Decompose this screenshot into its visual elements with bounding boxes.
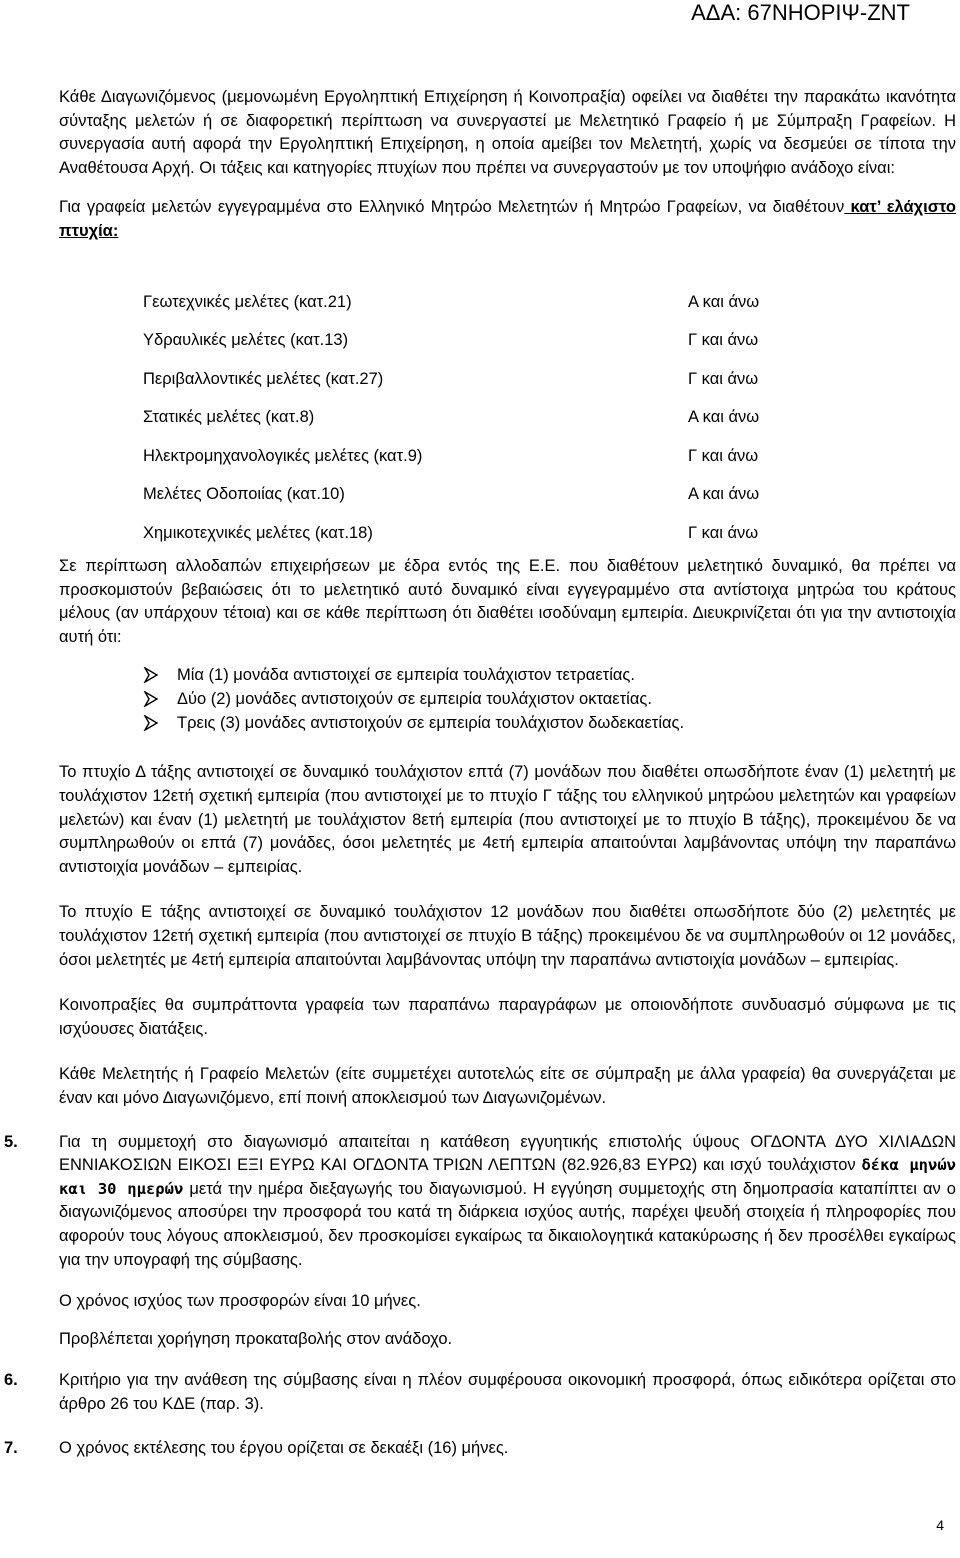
bullet-text: Μία (1) μονάδα αντιστοιχεί σε εμπειρία τουλάχιστον τετραετίας. [177,666,635,685]
degree-d-paragraph: Το πτυχίο Δ τάξης αντιστοιχεί σε δυναμικό τουλάχιστον επτά (7) μονάδων που διαθέτει οπωσδήποτε έναν (1) μελετητή με τουλάχιστον 12ετή σχετική εμπειρία (που αντιστοιχεί με το πτυχίο Γ τάξης του ελληνικού μητρώου μελετητών και γραφείων μελετών) και έναν (1) μελετητή με τουλάχιστον 8ετή εμπειρία (που αντιστοιχεί με το πτυχίο Β τάξης), προκειμένου δε να συμπληρωθούν οι επτά (7) μονάδες, όσοι μελετητές με 4ετή εμπειρία απαιτούνται λαμβάνοντας υπόψη την παραπάνω αντιστοιχία μονάδων – εμπειρίας. [59,763,956,876]
degree-class-row [143,482,883,521]
degree-class-label: Περιβαλλοντικές μελέτες (κατ.27) [143,369,384,388]
item-number: 6. [4,1371,18,1390]
guarantee-text-a: Για τη συμμετοχή στο διαγωνισμό απαιτείται η κατάθεση εγγυητικής επιστολής ύψους ΟΓΔΟΝΤΑ ΔΥΟ ΧΙΛΙΑΔΩΝ ΕΝΝΙΑΚΟΣΙΩΝ ΕΙΚΟΣΙ ΕΞΙ ΕΥΡΩ ΚΑΙ ΟΓΔΟΝΤΑ ΤΡΙΩΝ ΛΕΠΤΩΝ (82.926,83 ΕΥΡΩ) και ισχύ τουλάχιστον [59,1132,956,1175]
arrowhead-bullet-icon [143,663,177,687]
guarantee-text-b: μετά την ημέρα διεξαγωγής του διαγωνισμού. Η εγγύηση συμμετοχής στη δημοπρασία καταπίπτει αν ο διαγωνιζόμενος αποσύρει την προσφορά του κατά τη διάρκεια ισχύος αυτής, παρέχει ψευδή στοιχεία ή πληροφορίες που αφορούν τους λόγους αποκλεισμού, δεν προσκομίσει εγκαίρως τα δικαιολογητικά κατακύρωσης ή δεν προσέλθει εγκαίρως για την υπογραφή της σύμβασης. [59,1179,956,1269]
degree-class-row [143,521,883,560]
degree-class-label: Υδραυλικές μελέτες (κατ.13) [143,331,349,350]
degree-class-row [143,290,883,329]
degree-class-label: Χημικοτεχνικές μελέτες (κατ.18) [143,523,373,542]
item-7 [4,1437,956,1461]
offer-validity: Ο χρόνος ισχύος των προσφορών είναι 10 μήνες. [59,1292,421,1311]
degree-class-value: Α και άνω [688,485,760,504]
document-body [4,86,956,1460]
degree-e-paragraph: Το πτυχίο Ε τάξης αντιστοιχεί σε δυναμικό τουλάχιστον 12 μονάδων που διαθέτει οπωσδήποτε δύο (2) μελετητές με τουλάχιστον 12ετή σχετική εμπειρία (που αντιστοιχεί σε πτυχίο Β τάξης) προκειμένου δε να συμπληρωθούν οι 12 μονάδες, όσοι μελετητές με 4ετή εμπειρία απαιτούνται λαμβάνοντας υπόψη την παραπάνω αντιστοιχία μονάδων – εμπειρίας. [59,903,956,969]
bullet-text: Δύο (2) μονάδες αντιστοιχούν σε εμπειρία τουλάχιστον οκταετίας. [177,690,652,709]
degree-class-row [143,405,883,444]
item-number: 7. [4,1438,18,1457]
degree-class-value: Γ και άνω [688,446,759,465]
degree-class-label: Ηλεκτρομηχανολογικές μελέτες (κατ.9) [143,446,423,465]
item-5 [4,1131,956,1352]
degree-class-label: Γεωτεχνικές μελέτες (κατ.21) [143,292,352,311]
offices-text: Για γραφεία μελετών εγγεγραμμένα στο Ελληνικό Μητρώο Μελετητών ή Μητρώο Γραφείων, να διαθέτουν [59,198,845,217]
degree-class-value: Α και άνω [688,408,760,427]
minimum-degrees-underlined: κατ’ ελάχιστο πτυχία: [59,198,956,240]
offices-paragraph [59,196,956,243]
degree-class-value: Γ και άνω [688,523,759,542]
degree-class-row [143,328,883,367]
bullet-item [143,663,956,687]
foreign-companies-paragraph: Σε περίπτωση αλλοδαπών επιχειρήσεων με έδρα εντός της Ε.Ε. που διαθέτουν μελετητικό δυναμικό, θα πρέπει να προσκομιστούν βεβαιώσεις ότι το μελετητικό αυτό δυναμικό είναι εγγεγραμμένο στα αντίστοιχα μητρώα του κράτους μέλους (αν υπάρχουν τέτοια) και σε κάθε περίπτωση ότι διαθέτει ισοδύναμη εμπειρία. Διευκρινίζεται ότι για την αντιστοιχία αυτή ότι: [59,557,956,646]
item-number: 5. [4,1132,18,1151]
page-number: 4 [936,1517,944,1533]
item-6 [4,1369,956,1416]
each-designer-paragraph: Κάθε Μελετητής ή Γραφείο Μελετών (είτε συμμετέχει αυτοτελώς είτε σε σύμπραξη με άλλα γραφεία) θα συνεργάζεται με έναν και μόνο Διαγωνιζόμενο, επί ποινή αποκλεισμού των Διαγωνιζομένων. [59,1065,956,1107]
degree-class-row [143,367,883,406]
experience-bullets [59,663,956,735]
guarantee-duration: δέκα μηνών και 30 ημερών [59,1156,956,1198]
execution-time: Ο χρόνος εκτέλεσης του έργου ορίζεται σε δεκαέξι (16) μήνες. [59,1438,509,1457]
guarantee-paragraph [59,1131,956,1273]
degree-class-label: Μελέτες Οδοποιίας (κατ.10) [143,485,345,504]
intro-paragraph: Κάθε Διαγωνιζόμενος (μεμονωμένη Εργοληπτική Επιχείρηση ή Κοινοπραξία) οφείλει να διαθέτει την παρακάτω ικανότητα σύνταξης μελετών ή σε διαφορετική περίπτωση να συνεργαστεί με Μελετητικό Γραφείο ή με Σύμπραξη Γραφείων. Η συνεργασία αυτή αφορά την Εργοληπτική Επιχείρηση, η οποία αμείβει τον Μελετητή, χωρίς να δεσμεύει σε τίποτα την Αναθέτουσα Αρχή. Οι τάξεις και κατηγορίες πτυχίων που πρέπει να συνεργαστούν με τον υποψήφιο ανάδοχο είναι: [59,88,956,177]
bullet-item [143,711,956,735]
degree-class-value: Α και άνω [688,292,760,311]
degree-class-label: Στατικές μελέτες (κατ.8) [143,408,315,427]
arrowhead-bullet-icon [143,711,177,735]
degree-class-value: Γ και άνω [688,369,759,388]
ada-code: ΑΔΑ: 67ΝΗΟΡΙΨ-ΖΝΤ [691,0,910,25]
advance-payment: Προβλέπεται χορήγηση προκαταβολής στον ανάδοχο. [59,1329,453,1348]
bullet-text: Τρεις (3) μονάδες αντιστοιχούν σε εμπειρία τουλάχιστον δωδεκαετίας. [177,714,685,733]
bullet-item [143,687,956,711]
arrowhead-bullet-icon [143,687,177,711]
award-criterion: Κριτήριο για την ανάθεση της σύμβασης είναι η πλέον συμφέρουσα οικονομική προσφορά, όπως ειδικότερα ορίζεται στο άρθρο 26 του ΚΔΕ (παρ. 3). [59,1371,956,1413]
degree-classes-list [143,290,883,560]
degree-class-row [143,444,883,483]
degree-class-value: Γ και άνω [688,331,759,350]
joint-ventures-paragraph: Κοινοπραξίες θα συμπράττοντα γραφεία των παραπάνω παραγράφων με οποιονδήποτε συνδυασμό σύμφωνα με τις ισχύουσες διατάξεις. [59,996,956,1038]
